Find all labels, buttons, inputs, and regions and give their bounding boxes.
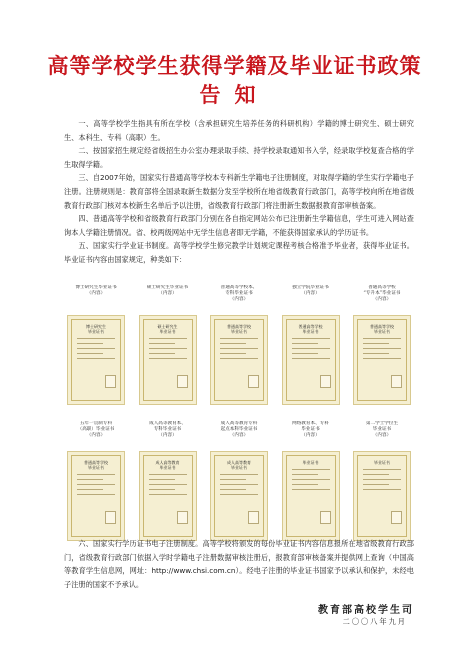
certificate-item bbox=[350, 421, 414, 547]
certificate-image bbox=[210, 315, 268, 405]
certificate-image bbox=[139, 451, 197, 541]
certificate-caption: 普通高等学校 “专升本”毕业证书 （内容） bbox=[363, 285, 401, 303]
certificate-row-1 bbox=[64, 285, 414, 411]
paragraph-4: 四、普通高等学校和省级教育行政部门分别在各自指定网站公布已注册新生学籍信息，学生可进入网站查询本人学籍注册情况。省、校两级网站中无学生信息者即无学籍，不能获得国家承认的学历证书。 bbox=[64, 214, 414, 237]
certificate-header: 成人高等教育 毕业证书 bbox=[227, 460, 251, 470]
paragraph-5: 五、国家实行学业证书制度。高等学校学生修完教学计划规定课程考核合格准予毕业者，获得毕业证书。毕业证书内容由国家规定，种类如下： bbox=[64, 241, 414, 264]
photo-placeholder bbox=[177, 511, 188, 524]
certificate-header: 博士研究生 毕业证书 bbox=[86, 324, 106, 334]
photo-placeholder bbox=[320, 375, 331, 388]
issue-date: 二〇〇八年九月 bbox=[342, 617, 407, 626]
certificate-item bbox=[136, 421, 200, 547]
certificate-caption: 第二学士学位生 毕业证书 （内容） bbox=[365, 421, 399, 439]
certificate-header: 普通高等学校 毕业证书 bbox=[84, 460, 108, 470]
certificate-image bbox=[282, 315, 340, 405]
photo-placeholder bbox=[248, 375, 259, 388]
certificate-image bbox=[353, 451, 411, 541]
certificate-image bbox=[353, 315, 411, 405]
photo-placeholder bbox=[248, 511, 259, 524]
certificate-caption: 成人高等教育专科 起点本科毕业证书 （内容） bbox=[220, 421, 258, 439]
certificate-caption: 普通高等学校本、 专科毕业证书 （内容） bbox=[220, 285, 258, 303]
certificate-row-2 bbox=[64, 421, 414, 547]
certificate-item bbox=[279, 421, 343, 547]
photo-placeholder bbox=[391, 511, 402, 524]
certificate-header: 普通高等学校 毕业证书 bbox=[370, 324, 394, 334]
policy-footer bbox=[64, 537, 414, 591]
certificate-header: 普通高等学校 毕业证书 bbox=[227, 324, 251, 334]
certificate-image bbox=[67, 451, 125, 541]
photo-placeholder bbox=[105, 511, 116, 524]
certificate-item bbox=[64, 285, 128, 411]
certificate-header: 硕士研究生 毕业证书 bbox=[157, 324, 178, 334]
certificate-item bbox=[350, 285, 414, 411]
photo-placeholder bbox=[105, 375, 116, 388]
page-title: 高等学校学生获得学籍及毕业证书政策 bbox=[47, 53, 422, 78]
certificate-image bbox=[282, 451, 340, 541]
photo-placeholder bbox=[391, 375, 402, 388]
certificate-caption: 成人高等教育本、 专科毕业证书 （内容） bbox=[149, 421, 186, 439]
paragraph-1: 一、高等学校学生指具有所在学校（含承担研究生培养任务的科研机构）学籍的博士研究生、硕士研究生、本科生、专科（高职）生。 bbox=[64, 119, 414, 142]
page-subtitle: 告知 bbox=[199, 82, 270, 107]
certificate-item bbox=[64, 421, 128, 547]
certificate-item bbox=[136, 285, 200, 411]
certificate-caption: 五年一贯制专科 （高职）毕业证书 （内容） bbox=[77, 421, 115, 439]
certificate-caption: 网络教育本、专科 毕业证书 （内容） bbox=[292, 421, 329, 439]
certificate-gallery bbox=[64, 285, 414, 557]
certificate-caption: 博士研究生毕业证书 （内容） bbox=[75, 285, 117, 297]
paragraph-3: 三、自2007年始，国家实行普通高等学校本专科新生学籍电子注册制度，对取得学籍的学生实行学籍电子注册。注册规则是：教育部将全国录取新生数据分发至学校所在地省级教育行政部门，高等学校向所在地省级教育行政部门核对本校新生名单后予以注册，省级教育行政部门将注册新生数据报教育部审核备案。 bbox=[64, 173, 414, 210]
certificate-item bbox=[207, 421, 271, 547]
paragraph-2: 二、按国家招生规定经省级招生办公室办理录取手续、持学校录取通知书入学，经录取学校复查合格的学生取得学籍。 bbox=[64, 146, 414, 169]
certificate-image bbox=[210, 451, 268, 541]
certificate-image bbox=[67, 315, 125, 405]
certificate-caption: 独立学院毕业证书 （内容） bbox=[292, 285, 329, 297]
certificate-header: 普通高等学校 毕业证书 bbox=[298, 324, 323, 334]
certificate-caption: 硕士研究生毕业证书 （内容） bbox=[146, 285, 189, 297]
issuer-signature: 教育部高校学生司 bbox=[318, 605, 414, 616]
certificate-header: 成人高等教育 毕业证书 bbox=[155, 460, 180, 470]
certificate-item bbox=[279, 285, 343, 411]
certificate-item bbox=[207, 285, 271, 411]
paragraph-6: 六、国家实行学历证书电子注册制度。高等学校将颁发的每份毕业证书内容信息报所在地省级教育行政部门，省级教育行政部门依据入学时学籍电子注册数据审核注册后，报教育部审核备案并提供网上查询（中国高等教育学生信息网，网址：http://www.chsi.com.cn）。经电子注册的毕业证书国家予以承认和保护，未经电子注册的国家不予承认。 bbox=[64, 539, 414, 589]
photo-placeholder bbox=[320, 511, 331, 524]
policy-body bbox=[64, 117, 414, 267]
certificate-header: 毕业证书 bbox=[302, 460, 319, 465]
certificate-header: 毕业证书 bbox=[374, 460, 390, 465]
certificate-image bbox=[139, 315, 197, 405]
photo-placeholder bbox=[177, 375, 188, 388]
